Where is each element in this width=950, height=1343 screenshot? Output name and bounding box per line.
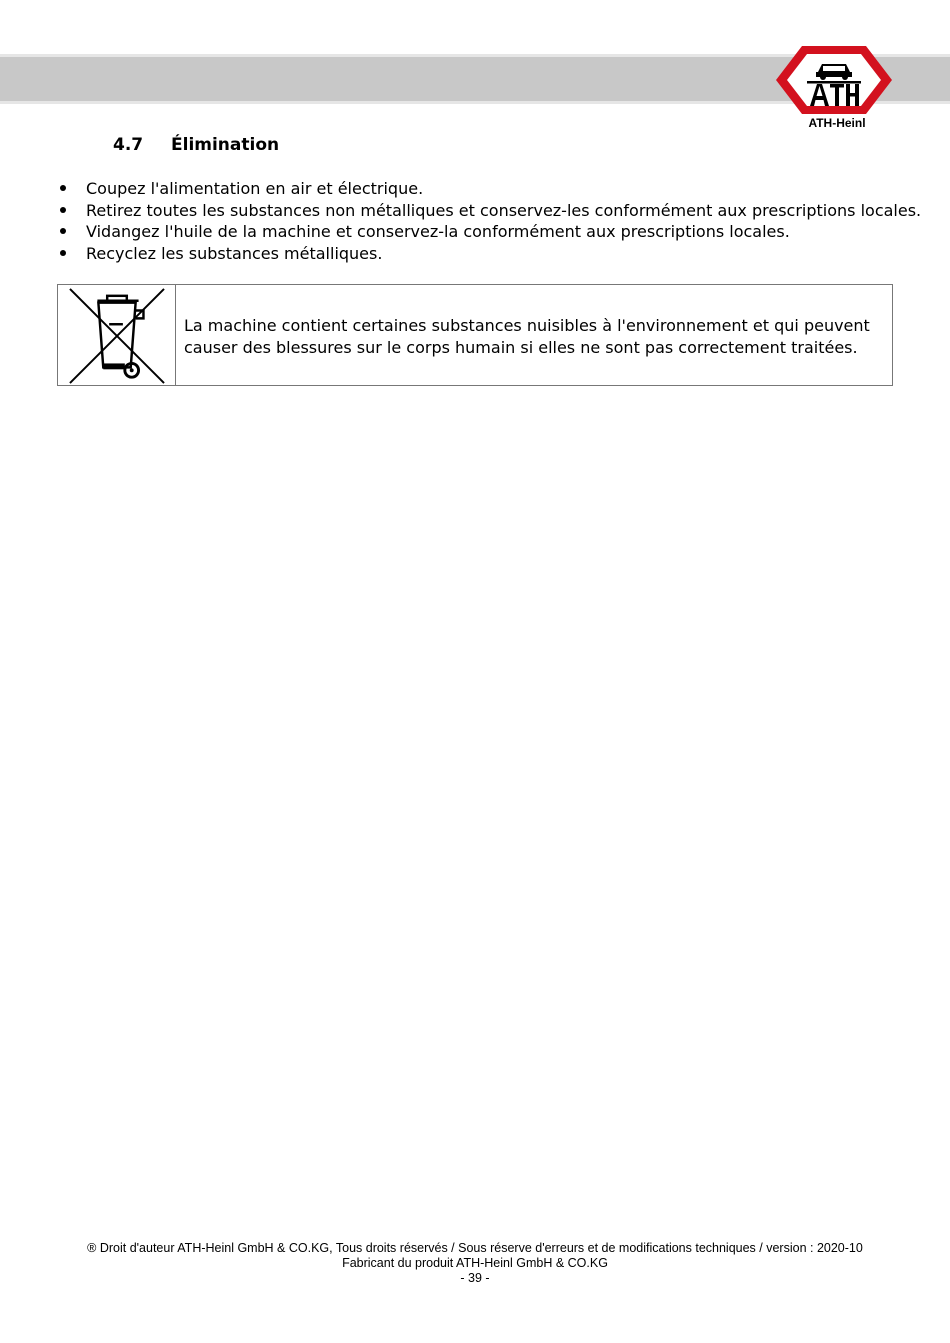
footer-manufacturer: Fabricant du produit ATH-Heinl GmbH & CO.KG <box>342 1256 608 1270</box>
notice-text <box>184 315 884 359</box>
crossed-out-wheelie-bin-icon <box>68 287 166 385</box>
ath-logo <box>774 44 894 116</box>
bullet-icon <box>60 207 66 213</box>
notice-text-line: causer des blessures sur le corps humain si elles ne sont pas correctement traitées. <box>184 338 858 357</box>
section-number: 4.7 <box>113 135 144 155</box>
section-title: Élimination <box>171 135 280 155</box>
list-item-text: Recyclez les substances métalliques. <box>86 243 383 263</box>
footer-copyright: ® Droit d'auteur ATH-Heinl GmbH & CO.KG, Tous droits réservés / Sous réserve d'erreurs et de modifications techniques / version : 2020-10 <box>87 1241 863 1255</box>
section-heading <box>113 135 279 155</box>
bullet-icon <box>60 228 66 234</box>
page-number: - 39 - <box>460 1271 490 1285</box>
list-item <box>56 200 921 222</box>
list-item-text: Retirez toutes les substances non métalliques et conservez-les conformément aux prescriptions locales. <box>86 200 922 220</box>
logo-caption: ATH-Heinl <box>808 116 866 130</box>
list-item <box>56 243 921 265</box>
list-item <box>56 178 921 200</box>
notice-text-line: La machine contient certaines substances nuisibles à l'environnement et qui peuvent <box>184 316 870 335</box>
page-footer <box>0 1241 950 1286</box>
disposal-steps-list <box>56 178 921 264</box>
list-item-text: Vidangez l'huile de la machine et conservez-la conformément aux prescriptions locales. <box>86 222 790 241</box>
list-item-text: Coupez l'alimentation en air et électrique. <box>86 179 424 198</box>
list-item <box>56 221 921 243</box>
bullet-icon <box>60 250 66 256</box>
notice-icon-cell <box>58 285 176 385</box>
bullet-icon <box>60 185 66 191</box>
ath-logo-icon <box>774 44 894 116</box>
environment-notice-box <box>57 284 893 386</box>
